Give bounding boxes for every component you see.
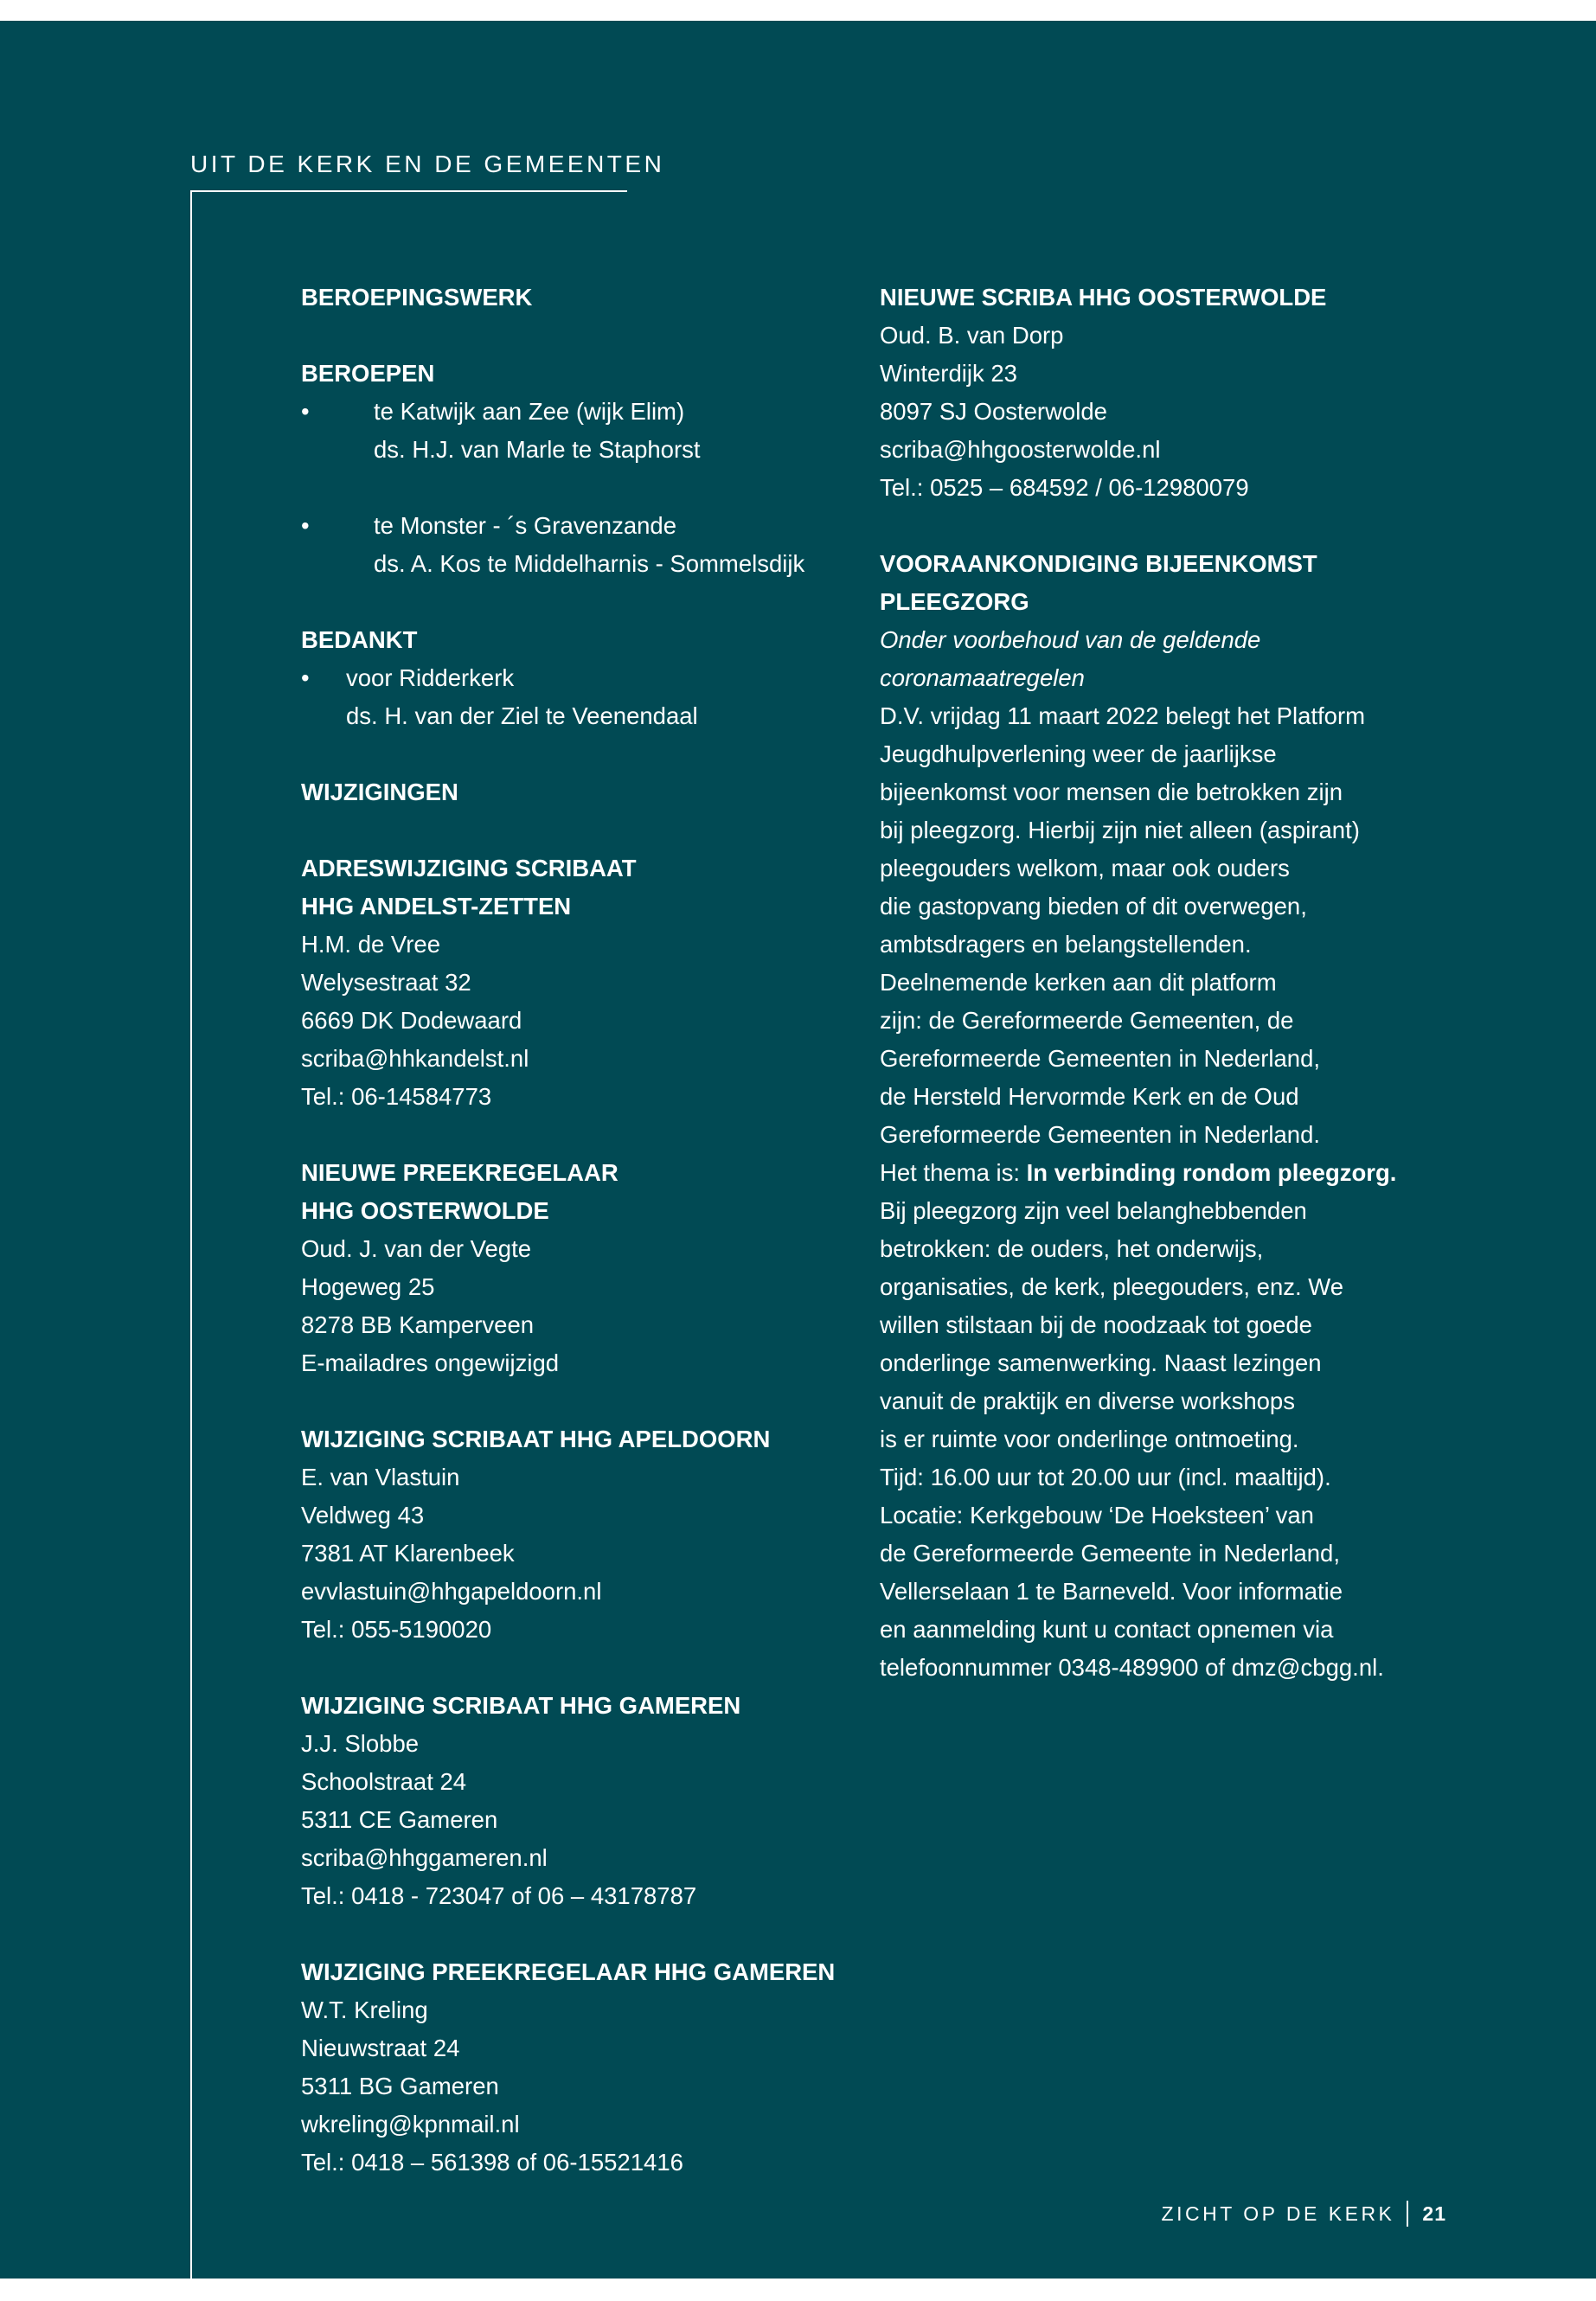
address-line: Veldweg 43 (301, 1502, 425, 1529)
heading-beroepingswerk: BEROEPINGSWERK (301, 284, 533, 311)
heading-preekregelaar-1: NIEUWE PREEKREGELAAR (301, 1159, 619, 1186)
address-line: Schoolstraat 24 (301, 1768, 467, 1795)
body-line: bijeenkomst voor mensen die betrokken zijn (880, 779, 1343, 805)
vertical-rule (190, 190, 192, 2279)
address-line: 5311 BG Gameren (301, 2073, 499, 2099)
call-place: te Katwijk aan Zee (wijk Elim) (374, 398, 685, 425)
heading-andelst-2: HHG ANDELST-ZETTEN (301, 893, 572, 920)
bullet-icon: • (301, 664, 310, 691)
footer-divider (1407, 2201, 1408, 2227)
body-line: Gereformeerde Gemeenten in Nederland. (880, 1121, 1321, 1148)
heading-apeldoorn: WIJZIGING SCRIBAAT HHG APELDOORN (301, 1426, 771, 1452)
list-item (301, 393, 835, 431)
heading-pleegzorg-1: VOORAANKONDIGING BIJEENKOMST (880, 550, 1317, 577)
address-line: E-mailadres ongewijzigd (301, 1349, 560, 1376)
address-line: Nieuwstraat 24 (301, 2035, 460, 2061)
address-line: Winterdijk 23 (880, 360, 1017, 387)
address-line: Welysestraat 32 (301, 969, 471, 996)
body-line: en aanmelding kunt u contact opnemen via (880, 1616, 1334, 1643)
body-line: ambtsdragers en belangstellenden. (880, 931, 1252, 958)
theme-line (880, 1154, 1396, 1192)
email-line: scriba@hhgoosterwolde.nl (880, 436, 1161, 463)
address-line: H.M. de Vree (301, 931, 440, 958)
body-line: is er ruimte voor onderlinge ontmoeting. (880, 1426, 1299, 1452)
address-line: Oud. J. van der Vegte (301, 1235, 532, 1262)
body-line: Locatie: Kerkgebouw ‘De Hoeksteen’ van (880, 1502, 1314, 1529)
heading-bedankt: BEDANKT (301, 626, 418, 653)
heading-scriba-oosterwolde: NIEUWE SCRIBA HHG OOSTERWOLDE (880, 284, 1327, 311)
heading-gameren-scribaat: WIJZIGING SCRIBAAT HHG GAMEREN (301, 1692, 741, 1719)
phone-line: Tel.: 055-5190020 (301, 1616, 492, 1643)
address-line: Hogeweg 25 (301, 1273, 435, 1300)
disclaimer-line: Onder voorbehoud van de geldende (880, 626, 1261, 653)
body-line: die gastopvang bieden of dit overwegen, (880, 893, 1307, 920)
address-line: 8278 BB Kamperveen (301, 1311, 535, 1338)
bullet-icon: • (301, 512, 310, 539)
body-line: Tijd: 16.00 uur tot 20.00 uur (incl. maaltijd). (880, 1464, 1331, 1490)
call-minister: ds. A. Kos te Middelharnis - Sommelsdijk (374, 550, 805, 577)
body-line: bij pleegzorg. Hierbij zijn niet alleen (aspirant) (880, 817, 1360, 843)
declined-minister: ds. H. van der Ziel te Veenendaal (346, 702, 698, 729)
declined-place: voor Ridderkerk (346, 664, 515, 691)
address-line: 5311 CE Gameren (301, 1806, 498, 1833)
section-label: UIT DE KERK EN DE GEMEENTEN (190, 151, 665, 177)
heading-beroepen: BEROEPEN (301, 360, 435, 387)
address-line: 7381 AT Klarenbeek (301, 1540, 515, 1567)
address-line: E. van Vlastuin (301, 1464, 460, 1490)
body-line: Vellerselaan 1 te Barneveld. Voor informatie (880, 1578, 1343, 1605)
address-line: J.J. Slobbe (301, 1730, 420, 1757)
email-line: scriba@hhggameren.nl (301, 1844, 548, 1871)
body-line: Gereformeerde Gemeenten in Nederland, (880, 1045, 1321, 1072)
heading-gameren-preekregelaar: WIJZIGING PREEKREGELAAR HHG GAMEREN (301, 1958, 836, 1985)
address-line: W.T. Kreling (301, 1997, 428, 2023)
body-line: Bij pleegzorg zijn veel belanghebbenden (880, 1197, 1307, 1224)
theme-title: In verbinding rondom pleegzorg. (1026, 1159, 1397, 1186)
body-line: organisaties, de kerk, pleegouders, enz. We (880, 1273, 1344, 1300)
body-line: pleegouders welkom, maar ook ouders (880, 855, 1290, 881)
phone-line: Tel.: 06-14584773 (301, 1083, 492, 1110)
header-rule (190, 190, 627, 192)
right-column (880, 279, 1396, 1687)
email-line: scriba@hhkandelst.nl (301, 1045, 529, 1072)
bullet-icon: • (301, 398, 310, 425)
body-line: onderlinge samenwerking. Naast lezingen (880, 1349, 1322, 1376)
body-line: Deelnemende kerken aan dit platform (880, 969, 1277, 996)
email-line: evvlastuin@hhgapeldoorn.nl (301, 1578, 602, 1605)
phone-line: Tel.: 0525 – 684592 / 06-12980079 (880, 474, 1249, 501)
footer (1162, 2201, 1446, 2227)
body-line: D.V. vrijdag 11 maart 2022 belegt het Platform (880, 702, 1366, 729)
heading-pleegzorg-2: PLEEGZORG (880, 588, 1029, 615)
call-place: te Monster - ´s Gravenzande (374, 512, 677, 539)
page (0, 21, 1596, 2279)
body-line: telefoonnummer 0348-489900 of dmz@cbgg.nl. (880, 1654, 1384, 1681)
list-item (301, 659, 835, 697)
call-minister: ds. H.J. van Marle te Staphorst (374, 436, 701, 463)
address-line: Oud. B. van Dorp (880, 322, 1064, 349)
magazine-title: ZICHT OP DE KERK (1161, 2202, 1395, 2225)
heading-andelst-1: ADRESWIJZIGING SCRIBAAT (301, 855, 637, 881)
list-item (301, 507, 835, 545)
theme-prefix: Het thema is: (880, 1159, 1027, 1186)
address-line: 8097 SJ Oosterwolde (880, 398, 1107, 425)
phone-line: Tel.: 0418 - 723047 of 06 – 43178787 (301, 1882, 697, 1909)
phone-line: Tel.: 0418 – 561398 of 06-15521416 (301, 2149, 683, 2176)
body-line: willen stilstaan bij de noodzaak tot goede (880, 1311, 1312, 1338)
body-line: de Hersteld Hervormde Kerk en de Oud (880, 1083, 1299, 1110)
page-number: 21 (1422, 2202, 1446, 2225)
body-line: de Gereformeerde Gemeente in Nederland, (880, 1540, 1340, 1567)
left-column (301, 279, 835, 2182)
disclaimer-line: coronamaatregelen (880, 664, 1085, 691)
body-line: Jeugdhulpverlening weer de jaarlijkse (880, 740, 1277, 767)
body-line: betrokken: de ouders, het onderwijs, (880, 1235, 1264, 1262)
heading-wijzigingen: WIJZIGINGEN (301, 779, 458, 805)
heading-preekregelaar-2: HHG OOSTERWOLDE (301, 1197, 549, 1224)
email-line: wkreling@kpnmail.nl (301, 2111, 520, 2138)
address-line: 6669 DK Dodewaard (301, 1007, 522, 1034)
body-line: zijn: de Gereformeerde Gemeenten, de (880, 1007, 1294, 1034)
body-line: vanuit de praktijk en diverse workshops (880, 1388, 1295, 1414)
